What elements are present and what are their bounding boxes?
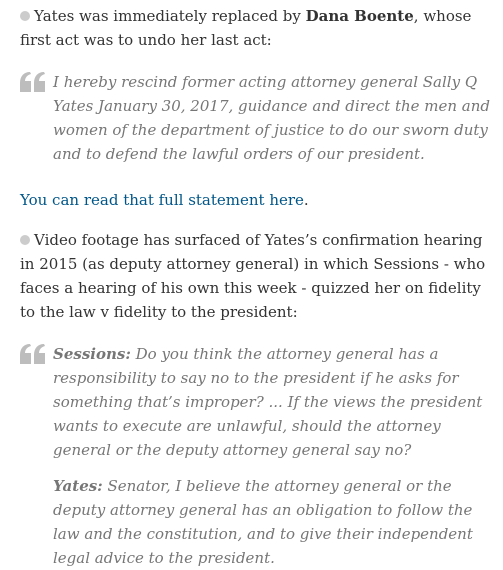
quote-mark-icon bbox=[20, 344, 46, 364]
quote-sessions-question bbox=[53, 342, 493, 462]
quote-text: I hereby rescind former acting attorney general Sally Q Yates January 30, 2017, guidance and direct the men and women of the department of justice to do our sworn duty and to defend the lawful orders of our president. bbox=[53, 73, 491, 163]
speaker-sessions: Sessions: bbox=[53, 345, 131, 363]
paragraph-text: , whose first act was to undo her last act: bbox=[20, 7, 472, 49]
quote-text: Do you think the attorney general has a responsibility to say no to the president if he asks for something that’s improper? ... If the views the president wants to execute are unlawful, should the attorney general or the deputy attorney general say no? bbox=[53, 345, 483, 459]
quote-mark-icon bbox=[20, 72, 46, 92]
bullet-dot-icon bbox=[20, 11, 30, 21]
bullet-dot-icon bbox=[20, 235, 30, 245]
paragraph-text: Yates was immediately replaced by bbox=[34, 7, 306, 25]
blockquote-hearing-exchange bbox=[20, 342, 493, 570]
paragraph-boente bbox=[20, 4, 493, 52]
full-statement-link[interactable]: You can read that full statement here bbox=[20, 191, 304, 209]
statement-link-paragraph bbox=[20, 188, 493, 212]
paragraph-video-footage bbox=[20, 228, 493, 324]
speaker-yates: Yates: bbox=[53, 477, 103, 495]
link-trailing-text: . bbox=[303, 191, 309, 209]
paragraph-text: Video footage has surfaced of Yates’s confirmation hearing in 2015 (as deputy attorney general) in which Sessions - who faces a hearing of his own this week - quizzed her on fidelity to the law v fidelity to the president: bbox=[20, 231, 486, 321]
blockquote-boente-statement bbox=[20, 70, 493, 166]
quote-yates-answer bbox=[53, 474, 493, 570]
quote-text: Senator, I believe the attorney general or the deputy attorney general has an obligation to follow the law and the constitution, and to give their independent legal advice to the president. bbox=[53, 477, 473, 567]
dana-boente-name: Dana Boente bbox=[305, 7, 414, 25]
